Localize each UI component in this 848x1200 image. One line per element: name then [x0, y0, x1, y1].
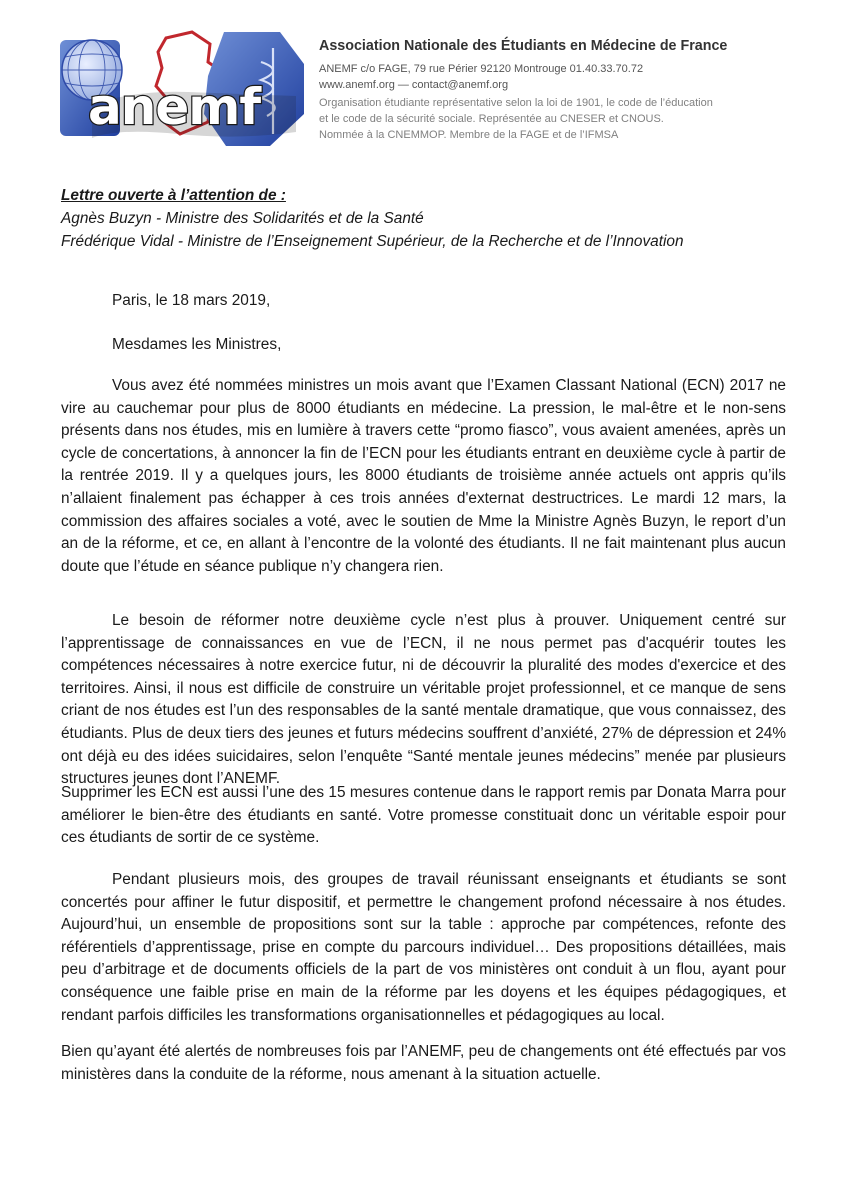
organization-contact: www.anemf.org — contact@anemf.org [319, 79, 509, 91]
organization-description-line: Nommée à la CNEMMOP. Membre de la FAGE et de l’IFMSA [319, 129, 619, 141]
addressee-lead: Lettre ouverte à l’attention de : [61, 187, 286, 204]
anemf-logo [58, 30, 308, 150]
salutation: Mesdames les Ministres, [112, 336, 282, 353]
organization-description-line: Organisation étudiante représentative selon la loi de 1901, le code de l’éducation [319, 97, 713, 109]
paragraph-2: Le besoin de réformer notre deuxième cycle n’est plus à prouver. Uniquement centré sur l’apprentissage de connaissances en vue de l’ECN, il ne nous permet pas d'acquérir toutes les compétences nécessaires à notre exercice futur, ni de découvrir la pluralité des modes d'exercice et des territoires. Ainsi, il nous est difficile de construire un véritable projet professionnel, et ce manque de sens criant de nos études est l’un des responsables de la santé mentale dramatique, que vous connaissez, des étudiants. Plus de deux tiers des jeunes et futurs médecins souffrent d’anxiété, 27% de dépression et 24% ont déjà eu des idées suicidaires, selon l’enquête “Santé mentale jeunes médecins” menée par plusieurs structures jeunes dont l’ANEMF. [61, 612, 786, 788]
organization-address: ANEMF c/o FAGE, 79 rue Périer 92120 Montrouge 01.40.33.70.72 [319, 63, 644, 75]
addressee-line: Agnès Buzyn - Ministre des Solidarités et de la Santé [61, 210, 424, 227]
organization-name: Association Nationale des Étudiants en Médecine de France [319, 38, 728, 54]
organization-header [319, 38, 779, 143]
logo-wordmark: anemf [88, 78, 261, 136]
organization-description [319, 95, 779, 143]
addressee-line: Frédérique Vidal - Ministre de l’Enseignement Supérieur, de la Recherche et de l’Innovation [61, 233, 684, 250]
organization-description-line: et le code de la sécurité sociale. Représentée au CNESER et CNOUS. [319, 113, 664, 125]
paragraph-3: Supprimer les ECN est aussi l’une des 15 mesures contenue dans le rapport remis par Donata Marra pour améliorer le bien-être des étudiants en santé. Votre promesse constituait donc un véritable espoir pour ces étudiants de sortir de ce système. [61, 784, 786, 847]
paragraph-1: Vous avez été nommées ministres un mois avant que l’Examen Classant National (ECN) 2017 ne vire au cauchemar pour plus de 8000 étudiants en médecine. La pression, le mal-être et le non-sens présents dans nos études, mis en lumière à travers cette “promo fiasco”, vous avaient amenées, après un cycle de concertations, à annoncer la fin de l’ECN pour les étudiants entrant en deuxième cycle à partir de la rentrée 2019. Il y a quelques jours, les 8000 étudiants de troisième année actuels ont appris qu’ils n’allaient finalement pas échapper à ces trois années d'externat destructrices. Le mardi 12 mars, la commission des affaires sociales a voté, avec le soutien de Mme la Ministre Agnès Buzyn, le report d’un an de la réforme, et ce, en allant à l’encontre de la volonté des étudiants. Il ne fait maintenant plus aucun doute que l’étude en séance publique n’y changera rien. [61, 377, 786, 575]
paragraph-5: Bien qu’ayant été alertés de nombreuses fois par l’ANEMF, peu de changements ont été effectués par vos ministères dans la conduite de la réforme, nous amenant à la situation actuelle. [61, 1043, 786, 1083]
place-date: Paris, le 18 mars 2019, [112, 292, 271, 309]
paragraph-4: Pendant plusieurs mois, des groupes de travail réunissant enseignants et étudiants se sont concertés pour affiner le futur dispositif, et permettre le changement profond nécessaire à nos études. Aujourd’hui, un ensemble de propositions sont sur la table : approche par compétences, refonte des référentiels d’apprentissage, prise en compte du parcours individuel… Des propositions détaillées, mais peu d’arbitrage et de documents officiels de la part de vos ministères ont conduit à un flou, ayant pour conséquence une faible prise en main de la réforme par les doyens et les équipes pédagogiques, et rendant parfois difficiles les transformations organisationnelles et pédagogiques au local. [61, 871, 786, 1024]
addressee-block [61, 184, 801, 253]
